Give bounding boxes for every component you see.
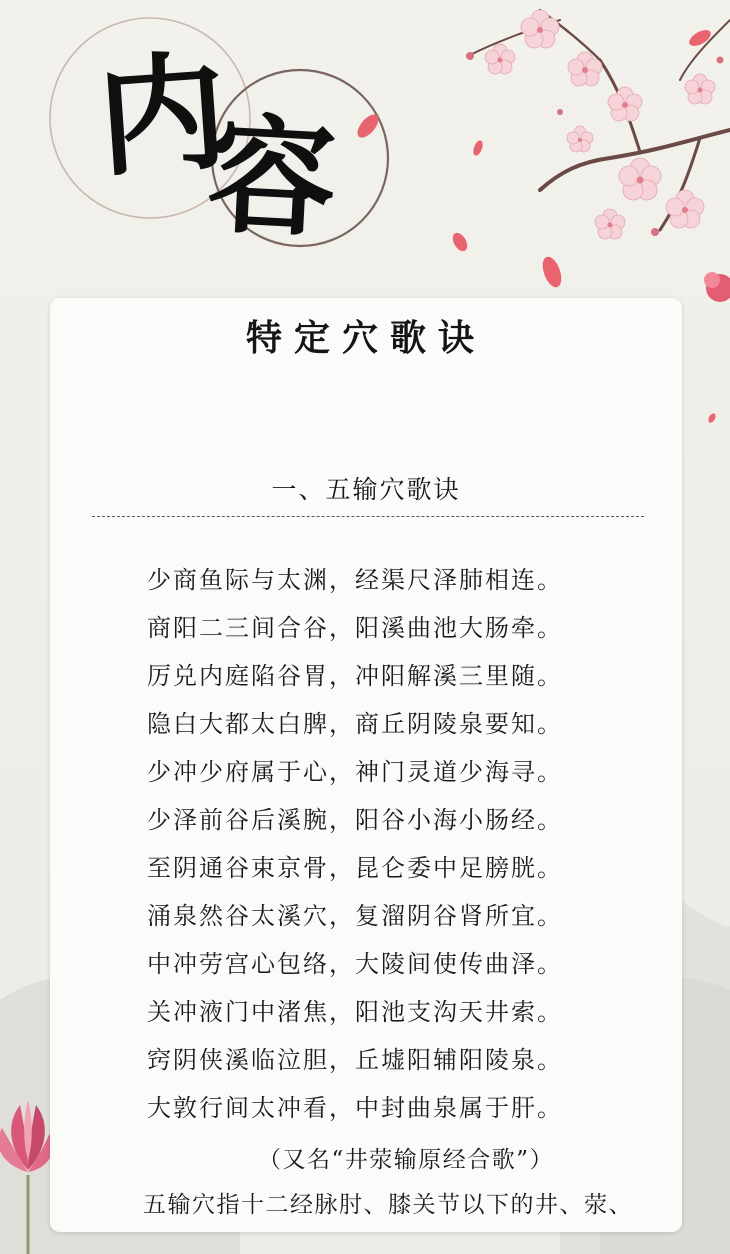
verse-alias-note: （又名“井荥输原经合歌”）: [258, 1147, 555, 1173]
verse-line: 关冲液门中渚焦，阳池支沟天井索。: [147, 998, 563, 1026]
heading-char-2: 容: [204, 99, 340, 257]
verse-line: 少冲少府属于心，神门灵道少海寻。: [147, 758, 563, 786]
content-heading: [60, 20, 390, 270]
verse-line: 中冲劳宫心包络，大陵间使传曲泽。: [147, 950, 563, 978]
verse-line: 至阴通谷束京骨，昆仑委中足膀胱。: [147, 854, 563, 882]
verse-line: 商阳二三间合谷，阳溪曲池大肠牵。: [147, 614, 563, 642]
verse-line: 窍阴侠溪临泣胆，丘墟阳辅阳陵泉。: [147, 1046, 563, 1074]
verse-line: 厉兑内庭陷谷胃，冲阳解溪三里随。: [147, 662, 563, 690]
document-card: [50, 298, 682, 1232]
dashed-divider: [92, 516, 644, 517]
body-text-continuation: 五输穴指十二经脉肘、膝关节以下的井、荥、: [143, 1192, 633, 1218]
document-title: 特定穴歌诀: [245, 317, 486, 359]
verse-line: 少泽前谷后溪腕，阳谷小海小肠经。: [147, 806, 563, 834]
heading-char-1: 内: [92, 36, 232, 196]
verse-line: 大敦行间太冲看，中封曲泉属于肝。: [147, 1094, 563, 1122]
plum-blossom-branch-icon: [704, 272, 730, 302]
section-title: 一、五输穴歌诀: [271, 475, 461, 504]
verse-line: 涌泉然谷太溪穴，复溜阴谷肾所宜。: [147, 902, 563, 930]
verse-line: 隐白大都太白脾，商丘阴陵泉要知。: [147, 710, 563, 738]
verse-line: 少商鱼际与太渊，经渠尺泽肺相连。: [147, 566, 563, 594]
